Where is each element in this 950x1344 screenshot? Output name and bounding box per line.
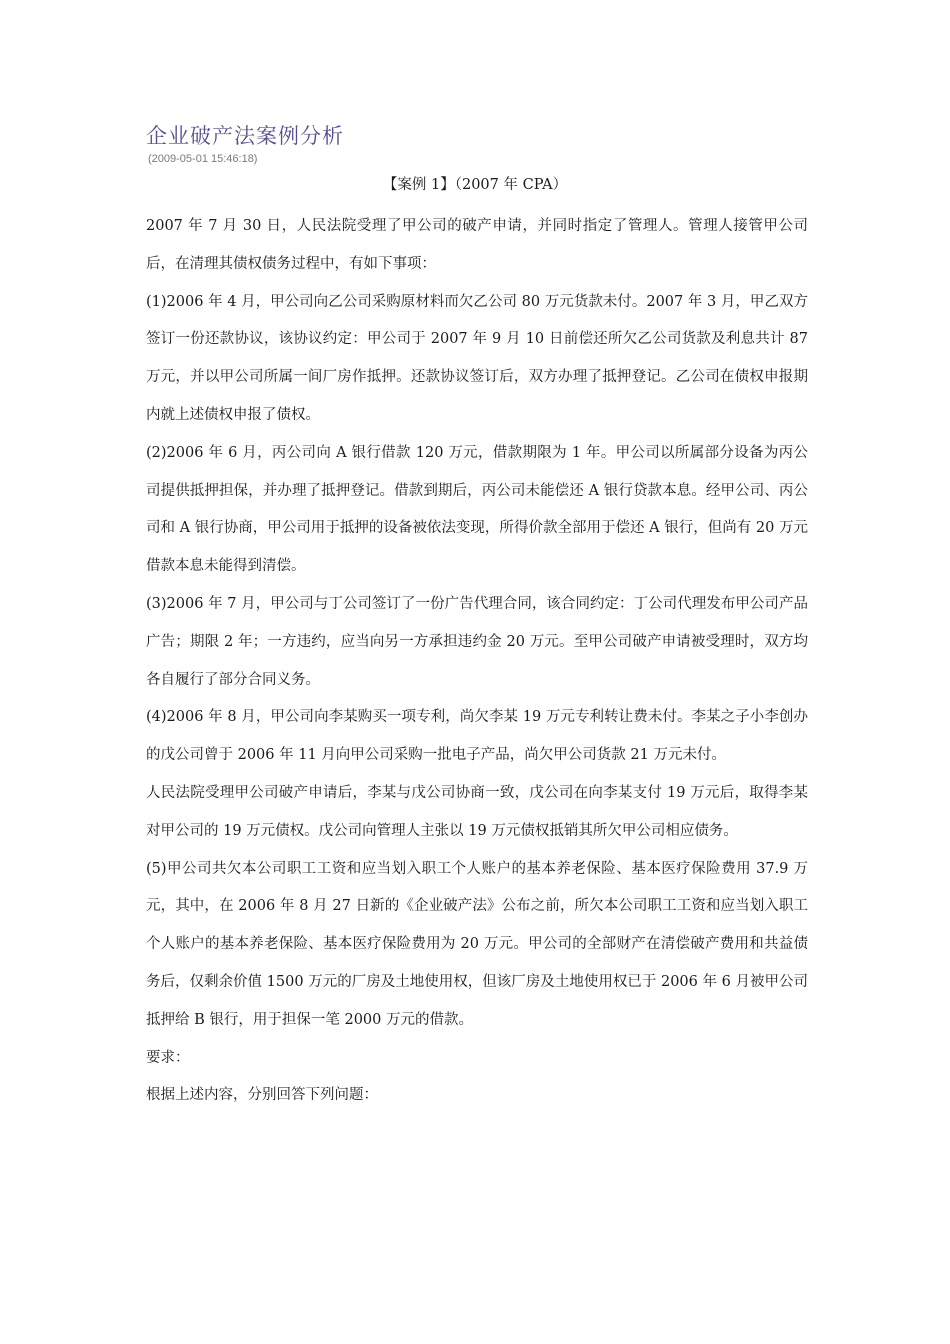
paragraph-intro: 2007 年 7 月 30 日，人民法院受理了甲公司的破产申请，并同时指定了管理人。管理人接管甲公司后，在清理其债权债务过程中，有如下事项： [146, 218, 808, 272]
paragraph-item-3: (3)2006 年 7 月，甲公司与丁公司签订了一份广告代理合同，该合同约定：丁公司代理发布甲公司产品广告；期限 2 年；一方违约，应当向另一方承担违约金 20 万元。至甲公司破产申请被受理时，双方均各自履行了部分合同义务。 [146, 595, 808, 688]
paragraph-item-2: (2)2006 年 6 月，丙公司向 A 银行借款 120 万元，借款期限为 1 年。甲公司以所属部分设备为丙公司提供抵押担保，并办理了抵押登记。借款到期后，丙公司未能偿还 A 银行贷款本息。经甲公司、丙公司和 A 银行协商，甲公司用于抵押的设备被依法变现，所得价款全部用于偿还 A 银行，但尚有 20 万元借款本息未能得到清偿。 [146, 444, 808, 575]
paragraph-item-4-continued: 人民法院受理甲公司破产申请后，李某与戊公司协商一致，戊公司在向李某支付 19 万元后，取得李某对甲公司的 19 万元债权。戊公司向管理人主张以 19 万元债权抵销其所欠甲公司相应债务。 [146, 784, 808, 839]
article-body [146, 208, 808, 1115]
article-timestamp: (2009-05-01 15:46:18) [148, 153, 258, 165]
paragraph-questions-intro: 根据上述内容，分别回答下列问题： [146, 1087, 378, 1104]
case-heading: 【案例 1】（2007 年 CPA） [382, 177, 568, 193]
paragraph-item-5: (5)甲公司共欠本公司职工工资和应当划入职工个人账户的基本养老保险、基本医疗保险费用 37.9 万元，其中，在 2006 年 8 月 27 日新的《企业破产法》公布之前，所欠本公司职工工资和应当划入职工个人账户的基本养老保险、基本医疗保险费用为 20 万元。甲公司的全部财产在清偿破产费用和共益债务后，仅剩余价值 1500 万元的厂房及土地使用权，但该厂房及土地使用权已于 2006 年 6 月被甲公司抵押给 B 银行，用于担保一笔 2000 万元的借款。 [146, 860, 808, 1028]
paragraph-requirements-label: 要求： [146, 1049, 190, 1066]
paragraph-item-4: (4)2006 年 8 月，甲公司向李某购买一项专利，尚欠李某 19 万元专利转让费未付。李某之子小李创办的戊公司曾于 2006 年 11 月向甲公司采购一批电子产品，尚欠甲公司货款 21 万元未付。 [146, 709, 808, 764]
article-title: 企业破产法案例分析 [146, 124, 344, 148]
paragraph-item-1: (1)2006 年 4 月，甲公司向乙公司采购原材料而欠乙公司 80 万元货款未付。2007 年 3 月，甲乙双方签订一份还款协议，该协议约定：甲公司于 2007 年 9 月 10 日前偿还所欠乙公司货款及利息共计 87 万元，并以甲公司所属一间厂房作抵押。还款协议签订后，双方办理了抵押登记。乙公司在债权申报期内就上述债权申报了债权。 [146, 293, 808, 423]
